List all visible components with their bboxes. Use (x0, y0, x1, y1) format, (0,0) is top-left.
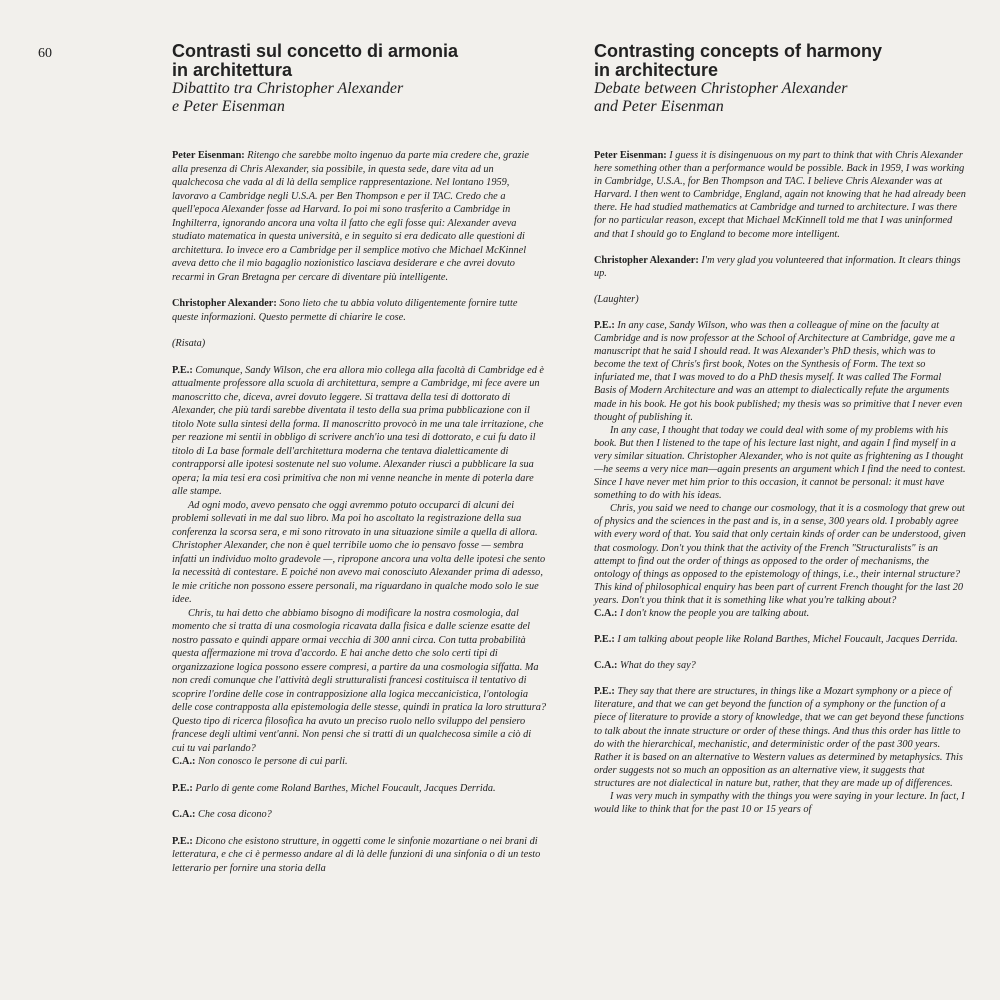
paragraph-text: I was very much in sympathy with the things you were saying in your lecture. In fact, I would like to think that for the past 10 or 15 years of (594, 791, 965, 816)
paragraph-text: I don't know the people you are talking about. (617, 608, 810, 619)
paragraph (172, 297, 546, 324)
paragraph (172, 808, 546, 822)
paragraph-text: In any case, I thought that today we could deal with some of my problems with his book. But then I listened to the tape of his lecture last night, and again I find myself in a very similar situation. Christopher Alexander, who is not quite as frightening as I thought—he seems a very nice man—again presents an argument which I find the need to contest. Since I have never met him prior to this occasion, it cannot be personal: it must have something to do with his ideas. (594, 424, 966, 502)
paragraph (172, 337, 546, 351)
paragraph (172, 835, 546, 876)
italian-column (172, 42, 546, 888)
paragraph-text: (Laughter) (594, 293, 639, 305)
speaker-label: P.E.: (172, 364, 193, 376)
paragraph (594, 424, 966, 503)
english-title-line2: in architecture (594, 60, 719, 80)
paragraph (594, 685, 966, 790)
paragraph-text: Comunque, Sandy Wilson, che era allora mio collega alla facoltà di Cambridge ed è attualmente professore alla scuola di architettura, sempre a Cambridge, mi fece avere un manoscritto che, diceva, avrei dovuto leggere. Si trattava della tesi di dottorato di Alexander, che più tardi sarebbe diventata il testo della sua prima pubblicazione con il titolo Note sulla sintesi della forma. Il manoscritto provocò in me una tale irritazione, che per reazione mi sentii in obbligo di scrivere anch'io una tesi di dottorato, e cui fu dato il titolo di La base formale dell'architettura moderna che tentava dialetticamente di contrapporsi alle ipotesi sostenute nel suo volume. Alexander riuscì a pubblicare la sua opera; la mia tesi era così primitiva che non mi venne neanche in mente di poterla dare alle stampe. (172, 364, 544, 497)
paragraph (172, 149, 546, 284)
paragraph (172, 499, 546, 607)
english-subtitle (594, 80, 966, 116)
italian-subtitle (172, 80, 546, 116)
paragraph (594, 293, 966, 306)
italian-title-line2: in architettura (172, 60, 293, 80)
speaker-label: Peter Eisenman: (172, 150, 245, 161)
paragraph-text: What do they say? (617, 660, 696, 672)
italian-title-line1: Contrasti sul concetto di armonia (172, 41, 459, 61)
speaker-label: P.E.: (594, 686, 615, 698)
paragraph (172, 364, 546, 499)
speaker-label: Peter Eisenman: (594, 150, 667, 161)
speaker-label: P.E.: (594, 319, 615, 331)
italian-subtitle-line2: e Peter Eisenman (172, 98, 285, 115)
italian-subtitle-line1: Dibattito tra Christopher Alexander (172, 80, 404, 97)
english-column (594, 42, 966, 816)
italian-body (172, 149, 546, 875)
paragraph (594, 254, 966, 280)
paragraph-text: I'm very glad you volunteered that information. It clears things up. (594, 254, 961, 279)
paragraph-text: Chris, tu hai detto che abbiamo bisogno di modificare la nostra cosmologia, dal momento che si tratta di una cosmologia ricavata dalla fisica e dalle scienze esatte del nostro passato e quindi appare ormai vecchia di 300 anni circa. Con tutta probabilità questa affermazione mi trova d'accordo. E hai anche detto che solo certi tipi di organizzazione logica possono essere compresi, a partire da una cosmologia siffatta. Ma non credi comunque che l'attività degli strutturalisti francesi costituisca il tentativo di scoprire l'ordine delle cose in contrapposizione alla logica meccanicistica, l'ontologia delle cose contrapposta alla epistemologia delle stesse, quindi in pratica la loro struttura? Questo tipo di ricerca filosofica ha avuto un preciso ruolo nello sviluppo del pensiero francese degli ultimi vent'anni. Non pensi che si tratti di un qualchecosa simile a ciò di cui tu vai parlando? (172, 607, 546, 754)
italian-title (172, 42, 546, 80)
speaker-label: P.E.: (172, 782, 193, 794)
paragraph-text: I guess it is disingenuous on my part to think that with Chris Alexander here something other than a performance would be possible. Back in 1959, I was working in Cambridge, U.S.A., for Ben Thompson and TAC. I believe Chris Alexander was at Harvard. I then went to Cambridge, England, again not knowing that he had already been there. He had studied mathematics at Cambridge and turned to architecture. I was there for no particular reason, except that Michael McKinnell told me that I was uninformed and that I should go to England to become more intelligent. (594, 150, 966, 240)
paragraph (594, 790, 966, 816)
speaker-label: Christopher Alexander: (172, 298, 277, 309)
speaker-label: Christopher Alexander: (594, 254, 699, 266)
english-subtitle-line2: and Peter Eisenman (594, 98, 724, 115)
page-number: 60 (38, 46, 52, 61)
paragraph-text: (Risata) (172, 338, 206, 349)
paragraph-text: Sono lieto che tu abbia voluto diligentemente fornire tutte queste informazioni. Questo permette di chiarire le cose. (172, 298, 518, 323)
english-title (594, 42, 966, 80)
speaker-label: C.A.: (594, 660, 618, 672)
paragraph-text: Chris, you said we need to change our cosmology, that it is a cosmology that grew out of physics and the sciences in the past and is, in a sense, 300 years old. I probably agree with every word of that. You said that only certain kinds of order can be understood, given that cosmology. Don't you think that the activity of the French "Structuralists" is an attempt to find out the order of things as opposed to the order of mechanisms, the ontology of things as opposed to the epistemology of things, i.e., their internal structure? This kind of philosophical enquiry has been part of current French thought for the last 20 years. Don't you think that it is something like what you're talking about? (594, 503, 966, 606)
paragraph-text: In any case, Sandy Wilson, who was then a colleague of mine on the faculty at Cambridge and is now professor at the School of Architecture at Cambridge, gave me a manuscript that he said I should read. It was Alexander's PhD thesis, which was to become the text of Chris's first book, Notes on the Synthesis of Form. The text so infuriated me, that I was moved to do a PhD thesis myself. It was called The Formal Basis of Modern Architecture and was an attempt to dialectically refute the arguments made in his book. He got his book published; my thesis was so primitive that I never even thought of publishing it. (594, 319, 963, 423)
speaker-label: P.E.: (172, 835, 193, 847)
english-subtitle-line1: Debate between Christopher Alexander (594, 80, 848, 97)
english-title-line1: Contrasting concepts of harmony (594, 41, 883, 61)
speaker-label: P.E.: (594, 634, 615, 646)
paragraph (594, 607, 966, 620)
paragraph-text: Non conosco le persone di cui parli. (195, 756, 348, 767)
speaker-label: C.A.: (594, 608, 618, 619)
paragraph-text: I am talking about people like Roland Barthes, Michel Foucault, Jacques Derrida. (614, 634, 958, 646)
paragraph (594, 633, 966, 646)
paragraph (172, 782, 546, 796)
paragraph-text: Che cosa dicono? (195, 809, 272, 820)
paragraph (172, 755, 546, 769)
speaker-label: C.A.: (172, 809, 196, 820)
paragraph-text: Ad ogni modo, avevo pensato che oggi avremmo potuto occuparci di alcuni dei problemi sollevati in me dal suo libro. Ma poi ho ascoltato la registrazione della sua conferenza la scorsa sera, e mi sono ritrovato in una situazione simile a quella di allora. Christopher Alexander, che non è quel terribile uomo che io pensavo fosse — sembra infatti un individuo molto gradevole —, ripropone ancora una volta delle ipotesi che sento la necessità di contestare. E poiché non avevo mai conosciuto Alexander prima di adesso, le mie critiche non possono essere personali, ma riguardano in qualche modo solo le sue idee. (172, 499, 546, 605)
paragraph (594, 319, 966, 424)
paragraph (594, 149, 966, 241)
paragraph-text: They say that there are structures, in things like a Mozart symphony or a piece of literature, and that we can get beyond the function of a symphony or the function of a piece of literature to provide a story of knowledge, that we can get beyond these functions to talk about the innate structure or order of these things. And thus this order has little to do with the hierarchical, mechanistic, and deterministic order of the past 300 years. Rather it is based on an alternative to Western values as determined by metaphysics. This order suggests not so much an opposition as an alternative view, it suggests that structures are not dialectical in nature but, rather, that they are made up of differences. (594, 686, 964, 789)
paragraph (594, 659, 966, 672)
paragraph-text: Dicono che esistono strutture, in oggetti come le sinfonie mozartiane o nei brani di letteratura, e che ci è permesso andare al di là delle funzioni di una sinfonia o di un testo letterario per fornire una storia della (172, 835, 541, 874)
paragraph (594, 502, 966, 607)
paragraph-text: Ritengo che sarebbe molto ingenuo da parte mia credere che, grazie alla presenza di Chris Alexander, sia possibile, in questa sede, dare vita ad un qualchecosa che vada al di là della semplice rappresentazione. Nel lontano 1959, lavoravo a Cambridge negli U.S.A. per Ben Thompson e per il TAC. Credo che a quell'epoca Alexander fosse ad Harvard. Io poi mi sono trasferito a Cambridge in Inghilterra, ignorando ancora una volta il fatto che egli fosse qui: Alexander aveva studiato matematica in questa università, e in seguito si era dedicato alle questioni di architettura. Io invece ero a Cambridge per il semplice motivo che Michael McKinnel aveva detto che il mio bagaglio nozionistico lasciava desiderare e che avrei dovuto recarmi in Gran Bretagna per cercare di diventare più intelligente. (172, 150, 529, 283)
paragraph-text: Parlo di gente come Roland Barthes, Michel Foucault, Jacques Derrida. (192, 782, 496, 794)
english-body (594, 149, 966, 816)
paragraph (172, 607, 546, 756)
speaker-label: C.A.: (172, 756, 196, 767)
